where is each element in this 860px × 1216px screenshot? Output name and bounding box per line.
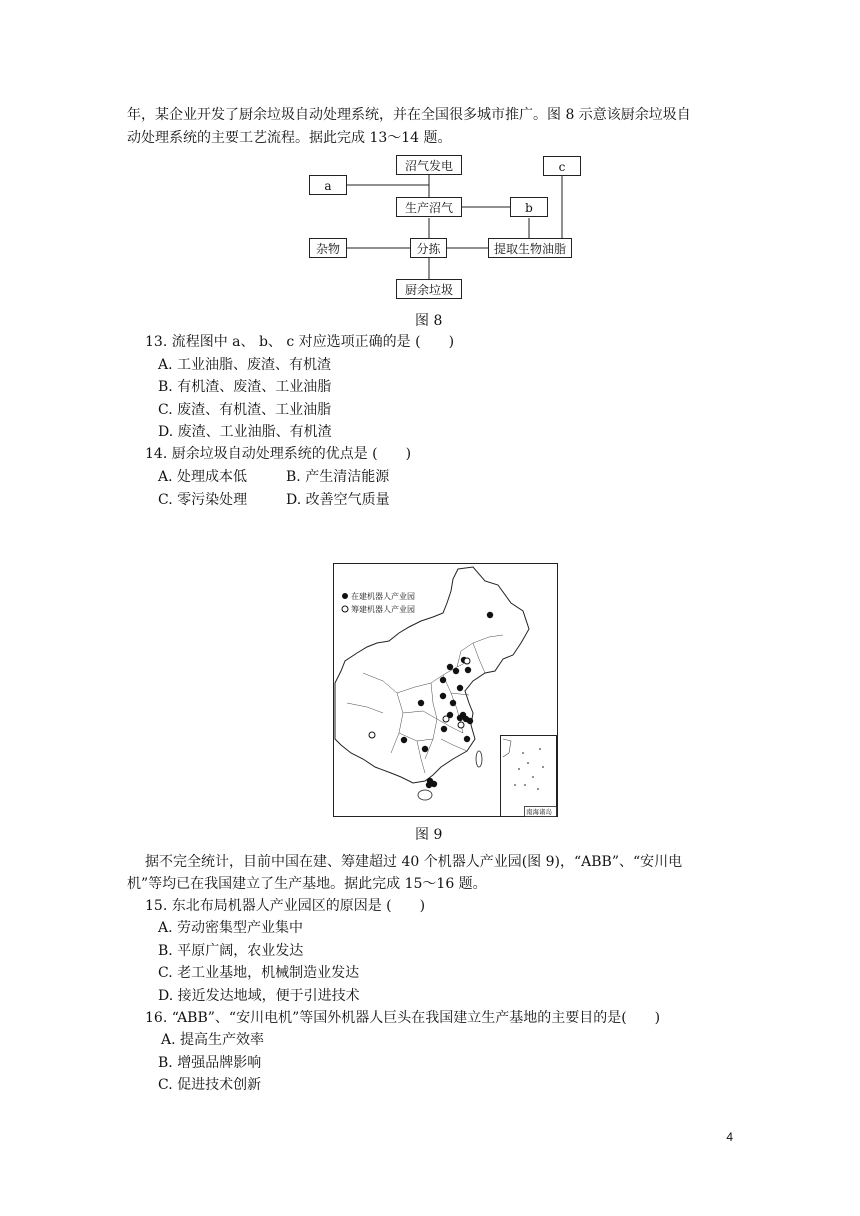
q16-option-b: B. 增强品牌影响 — [158, 1055, 262, 1071]
q13-option-b: B. 有机渣、废渣、工业油脂 — [158, 379, 332, 395]
box-biogas-power: 沼气发电 — [396, 155, 462, 175]
box-b: b — [510, 197, 548, 217]
box-sorting: 分拣 — [410, 238, 447, 258]
intro-line-2: 动处理系统的主要工艺流程。据此完成 13～14 题。 — [127, 130, 452, 146]
q14-option-d: D. 改善空气质量 — [286, 492, 390, 508]
q13-option-d: D. 废渣、工业油脂、有机渣 — [158, 424, 332, 440]
q15-option-c: C. 老工业基地，机械制造业发达 — [158, 965, 360, 981]
q16-option-a: A. 提高生产效率 — [161, 1032, 265, 1048]
legend-building: 在建机器人产业园 — [351, 592, 415, 601]
box-c: c — [543, 156, 581, 176]
para2-line-2: 机”等均已在我国建立了生产基地。据此完成 15～16 题。 — [127, 876, 487, 892]
q14-option-a: A. 处理成本低 — [158, 469, 248, 485]
q15-option-b: B. 平原广阔，农业发达 — [158, 943, 304, 959]
q14-stem: 14. 厨余垃圾自动处理系统的优点是 ( ) — [145, 446, 412, 462]
box-a: a — [309, 175, 347, 195]
q13-option-c: C. 废渣、有机渣、工业油脂 — [158, 402, 332, 418]
q15-option-a: A. 劳动密集型产业集中 — [158, 920, 304, 936]
intro-line-1: 年，某企业开发了厨余垃圾自动处理系统，并在全国很多城市推广。图 8 示意该厨余垃圾自 — [127, 107, 691, 123]
fig9-map — [333, 563, 559, 818]
box-produce-biogas: 生产沼气 — [396, 197, 462, 217]
q16-option-c: C. 促进技术创新 — [158, 1077, 262, 1093]
q13-option-a: A. 工业油脂、废渣、有机渣 — [158, 357, 332, 373]
box-extract-oil: 提取生物油脂 — [488, 238, 572, 258]
fig8-caption: 图 8 — [415, 313, 443, 329]
q15-option-d: D. 接近发达地域，便于引进技术 — [158, 988, 360, 1004]
para2-line-1: 据不完全统计，目前中国在建、筹建超过 40 个机器人产业园(图 9)，“ABB”、“安川电 — [145, 854, 683, 870]
fig9-caption: 图 9 — [415, 827, 443, 843]
q16-stem: 16. “ABB”、“安川电机”等国外机器人巨头在我国建立生产基地的主要目的是( ) — [145, 1010, 661, 1026]
q14-option-b: B. 产生清洁能源 — [286, 469, 390, 485]
box-kitchen-waste: 厨余垃圾 — [396, 279, 462, 299]
inset-label: 南海诸岛 — [526, 808, 552, 816]
q14-option-c: C. 零污染处理 — [158, 492, 248, 508]
q15-stem: 15. 东北布局机器人产业园区的原因是 ( ) — [145, 898, 426, 914]
box-sundries: 杂物 — [309, 238, 347, 258]
page-number: 4 — [726, 1130, 733, 1144]
legend-planned: 筹建机器人产业园 — [351, 605, 415, 614]
q13-stem: 13. 流程图中 a、 b、 c 对应选项正确的是 ( ) — [145, 334, 455, 350]
